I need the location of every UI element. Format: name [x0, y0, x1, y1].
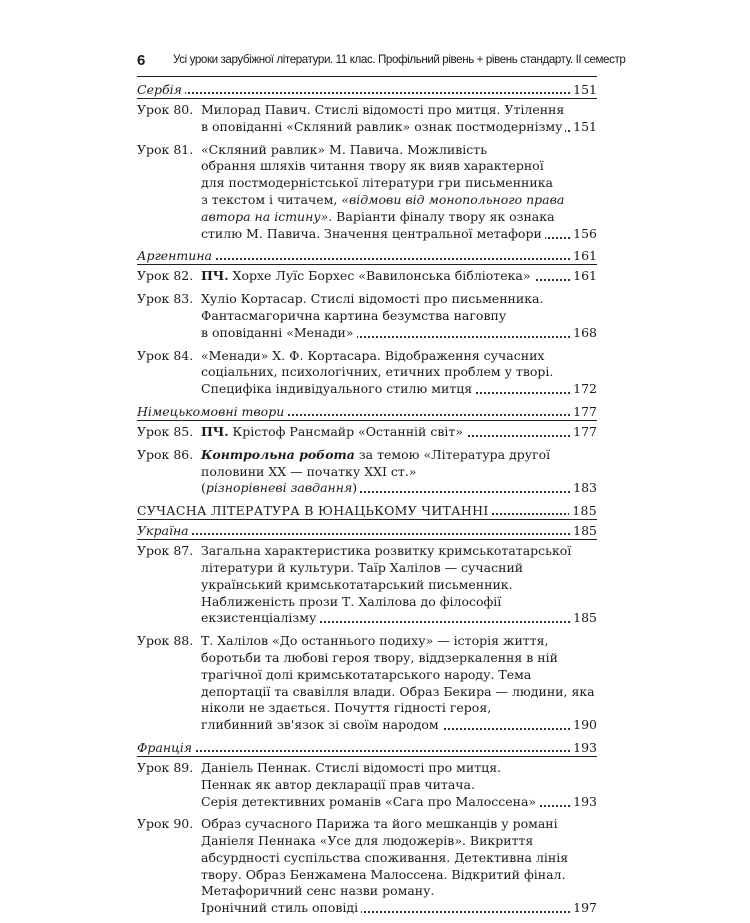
toc-lesson-entry[interactable]	[137, 291, 597, 341]
entry-text: Даніель Пеннак. Стислі відомості про митця.	[201, 760, 504, 775]
entry-text: Пеннак як автор декларації прав читача.	[201, 777, 478, 792]
entry-line	[201, 348, 597, 365]
lesson-description	[201, 760, 597, 810]
entry-text: «Скляний равлик» М. Павича. Можливість	[201, 142, 490, 157]
page-ref: 183	[570, 480, 597, 497]
entry-line	[201, 381, 597, 398]
lesson-description	[201, 424, 597, 441]
page-number: 6	[137, 52, 146, 69]
lesson-number: Урок 80.	[137, 102, 194, 117]
section-title: Україна	[137, 523, 192, 538]
toc-section-heading	[137, 82, 597, 99]
page-ref: 190	[570, 717, 597, 734]
entry-text: Іронічний стиль оповіді	[201, 900, 361, 915]
toc-lesson-entry[interactable]	[137, 447, 597, 497]
entry-line	[201, 777, 597, 794]
page-ref: 193	[570, 740, 597, 756]
entry-text: в оповіданні «Скляний равлик» ознак постмодернізму	[201, 119, 565, 134]
toc-section-heading	[137, 740, 597, 757]
entry-line	[201, 633, 597, 650]
entry-text: Фантасмагорична картина безумства наговпу	[201, 308, 509, 323]
lesson-description	[201, 633, 597, 734]
entry-text: Т. Халілов «До останнього подиху» — історія життя,	[201, 633, 552, 648]
entry-text: глибинний зв'язок зі своїм народом	[201, 717, 442, 732]
entry-line	[201, 577, 597, 594]
page-ref: 185	[570, 610, 597, 627]
entry-text: обрання шляхів читання твору як вияв характерної	[201, 158, 547, 173]
page-ref: 185	[570, 523, 597, 539]
lesson-number: Урок 81.	[137, 141, 194, 157]
lesson-number: Урок 89.	[137, 759, 194, 775]
entry-line	[201, 867, 597, 884]
entry-line	[201, 192, 597, 209]
entry-text: твору. Образ Бенжамена Малоссена. Відкритий фінал.	[201, 867, 568, 882]
lesson-description	[201, 291, 597, 341]
toc-lesson-entry[interactable]	[137, 543, 597, 627]
entry-text: Даніеля Пеннака «Усе для людожерів». Викриття	[201, 833, 536, 848]
toc-section-heading	[137, 523, 597, 540]
entry-text: в оповіданні «Менади»	[201, 325, 357, 340]
entry-line	[201, 175, 597, 192]
lesson-description	[201, 268, 597, 285]
entry-text: Серія детективних романів «Сага про Малоссена»	[201, 794, 539, 809]
lesson-number: Урок 90.	[137, 816, 194, 832]
entry-text: Метафоричний сенс назви роману.	[201, 883, 437, 898]
entry-line	[201, 760, 597, 777]
lesson-description	[201, 816, 597, 917]
running-header	[137, 50, 626, 72]
section-title: Франція	[137, 740, 195, 755]
entry-text: Контрольна робота за темою «Література другої	[201, 447, 553, 462]
lesson-number: Урок 82.	[137, 268, 194, 284]
entry-line	[201, 308, 597, 325]
entry-line	[201, 119, 597, 136]
lesson-number: Урок 86.	[137, 446, 194, 462]
dot-leader	[137, 92, 597, 94]
entry-text: трагічної долі кримськотатарського народу. Тема	[201, 667, 534, 682]
toc-lesson-entry[interactable]	[137, 142, 597, 243]
lesson-description	[201, 102, 597, 136]
entry-text: Хуліо Кортасар. Стислі відомості про письменника.	[201, 291, 546, 306]
lesson-description	[201, 142, 597, 243]
section-title: СУЧАСНА ЛІТЕРАТУРА В ЮНАЦЬКОМУ ЧИТАННІ	[137, 503, 492, 518]
entry-text: абсурдності суспільства споживання. Детективна лінія	[201, 850, 571, 865]
entry-line	[201, 226, 597, 243]
entry-text: для постмодерністської літератури гри письменника	[201, 175, 556, 190]
page-ref: 197	[570, 900, 597, 917]
entry-line	[201, 610, 597, 627]
toc-section-heading	[137, 248, 597, 265]
toc-lesson-entry[interactable]	[137, 424, 597, 441]
entry-line	[201, 464, 597, 481]
entry-line	[201, 667, 597, 684]
page-ref: 193	[570, 794, 597, 811]
entry-line	[201, 102, 597, 119]
entry-text: стилю М. Павича. Значення центральної метафори	[201, 226, 545, 241]
entry-text: ПЧ. Хорхе Луїс Борхес «Вавилонська бібліотека»	[201, 268, 534, 283]
entry-line	[201, 833, 597, 850]
lesson-number: Урок 83.	[137, 291, 194, 307]
page-ref: 168	[570, 325, 597, 342]
entry-line	[201, 142, 597, 159]
entry-line	[201, 850, 597, 867]
page-ref: 177	[570, 404, 597, 420]
toc-part-heading	[137, 503, 597, 520]
page-ref: 156	[570, 226, 597, 243]
section-title: Аргентина	[137, 248, 215, 263]
entry-text: автора на істину». Варіанти фіналу твору як ознака	[201, 209, 558, 224]
entry-text: Загальна характеристика розвитку кримськотатарської	[201, 543, 574, 558]
entry-text: ПЧ. Крістоф Рансмайр «Останній світ»	[201, 424, 466, 439]
table-of-contents	[137, 82, 597, 923]
lesson-description	[201, 543, 597, 627]
entry-text: Наближеність прози Т. Халілова до філософії	[201, 594, 504, 609]
page-ref: 151	[570, 119, 597, 136]
lesson-number: Урок 88.	[137, 633, 194, 649]
lesson-description	[201, 447, 597, 497]
page-ref: 161	[570, 248, 597, 264]
page-ref: 185	[569, 503, 597, 519]
entry-line	[201, 158, 597, 175]
page-ref: 151	[570, 82, 597, 98]
entry-text: (різнорівневі завдання)	[201, 480, 360, 495]
entry-line	[201, 900, 597, 917]
page-ref: 177	[570, 424, 597, 441]
entry-line	[201, 717, 597, 734]
lesson-description	[201, 348, 597, 398]
entry-line	[201, 424, 597, 441]
header-rule	[137, 76, 597, 77]
entry-text: Образ сучасного Парижа та його мешканців у романі	[201, 816, 561, 831]
entry-text: літератури й культури. Таїр Халілов — сучасний	[201, 560, 526, 575]
entry-line	[201, 700, 597, 717]
toc-lesson-entry[interactable]	[137, 102, 597, 136]
entry-line	[201, 794, 597, 811]
dot-leader	[137, 533, 597, 535]
entry-text: Милорад Павич. Стислі відомості про митця. Утілення	[201, 102, 567, 117]
entry-text: «Менади» Х. Ф. Кортасара. Відображення сучасних	[201, 348, 547, 363]
lesson-number: Урок 87.	[137, 543, 194, 559]
dot-leader	[137, 750, 597, 752]
toc-lesson-entry[interactable]	[137, 760, 597, 810]
entry-line	[201, 594, 597, 611]
entry-line	[201, 364, 597, 381]
lesson-number: Урок 84.	[137, 347, 194, 363]
entry-text: український кримськотатарський письменник.	[201, 577, 516, 592]
toc-lesson-entry[interactable]	[137, 268, 597, 285]
entry-line	[201, 268, 597, 285]
entry-line	[201, 543, 597, 560]
toc-lesson-entry[interactable]	[137, 816, 597, 917]
section-title: Німецькомовні твори	[137, 404, 287, 419]
entry-text: екзистенціалізму	[201, 610, 319, 625]
entry-line	[201, 480, 597, 497]
entry-text: соціальних, психологічних, етичних проблем у творі.	[201, 364, 556, 379]
page-ref: 161	[570, 268, 597, 285]
section-title: Сербія	[137, 82, 185, 97]
toc-lesson-entry[interactable]	[137, 633, 597, 734]
lesson-number: Урок 85.	[137, 423, 194, 439]
entry-text: ніколи не здається. Почуття гідності героя,	[201, 700, 494, 715]
entry-line	[201, 560, 597, 577]
entry-line	[201, 325, 597, 342]
entry-line	[201, 684, 597, 701]
entry-text: Специфіка індивідуального стилю митця	[201, 381, 475, 396]
page-ref: 172	[570, 381, 597, 398]
toc-section-heading	[137, 404, 597, 421]
entry-line	[201, 883, 597, 900]
running-title: Усі уроки зарубіжної літератури. 11 клас. Профільний рівень + рівень стандарту. II семестр	[173, 53, 626, 66]
entry-text: депортації та свавілля влади. Образ Бекира — людини, яка	[201, 684, 598, 699]
entry-text: половини XX — початку XXI ст.»	[201, 464, 419, 479]
entry-text: боротьби та любові героя твору, віддзеркалення в ній	[201, 650, 561, 665]
entry-line	[201, 447, 597, 464]
toc-lesson-entry[interactable]	[137, 348, 597, 398]
entry-line	[201, 291, 597, 308]
entry-line	[201, 209, 597, 226]
entry-text: з текстом і читачем, «відмови від монопольного права	[201, 192, 567, 207]
entry-line	[201, 650, 597, 667]
